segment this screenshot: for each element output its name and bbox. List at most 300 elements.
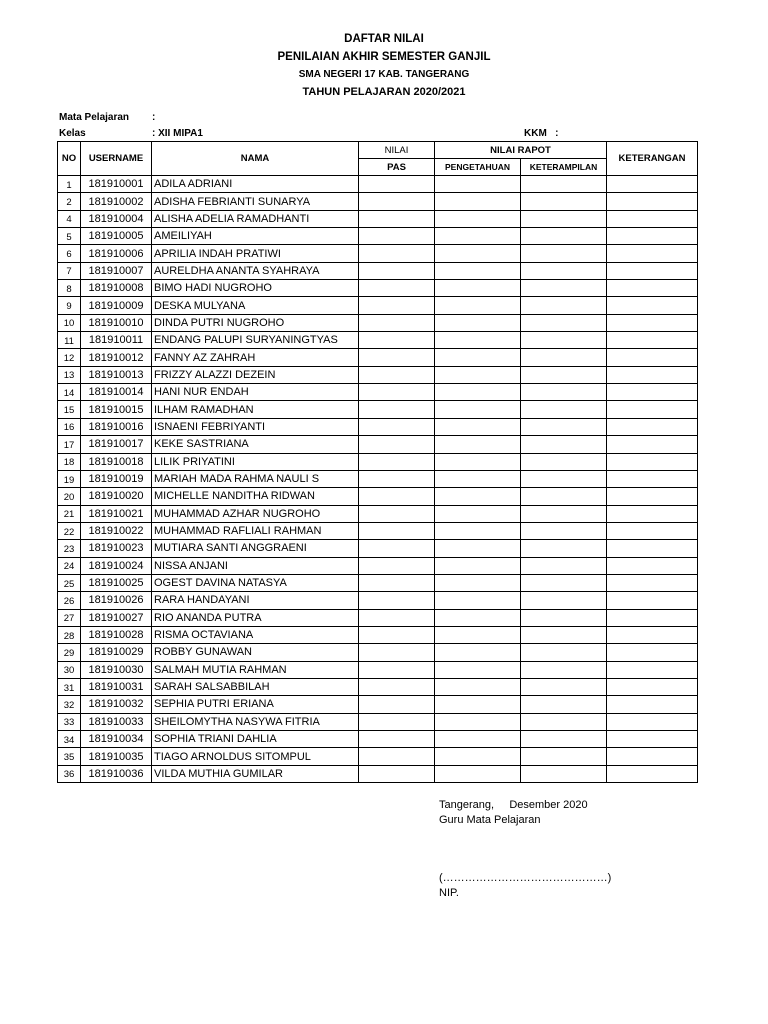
table-row [58,609,698,626]
cell-keterangan [607,557,698,574]
cell-keterampilan [521,228,607,245]
cell-keterampilan [521,574,607,591]
table-row [58,193,698,210]
cell-keterangan [607,436,698,453]
cell-keterangan [607,748,698,765]
cell-nilai-pas [359,384,435,401]
cell-no: 21 [58,505,81,522]
table-row [58,713,698,730]
cell-nilai-pas [359,696,435,713]
cell-nilai-pas [359,349,435,366]
cell-keterangan [607,228,698,245]
cell-nama: DINDA PUTRI NUGROHO [152,314,359,331]
cell-pengetahuan [435,262,521,279]
cell-keterangan [607,731,698,748]
cell-nilai-pas [359,245,435,262]
cell-pengetahuan [435,713,521,730]
col-header-pas: PAS [359,159,435,176]
cell-keterampilan [521,609,607,626]
academic-year: TAHUN PELAJARAN 2020/2021 [302,86,466,98]
cell-no: 33 [58,713,81,730]
cell-pengetahuan [435,592,521,609]
table-row [58,488,698,505]
cell-keterangan [607,280,698,297]
cell-nama: OGEST DAVINA NATASYA [152,574,359,591]
cell-nama: ILHAM RAMADHAN [152,401,359,418]
cell-nilai-pas [359,401,435,418]
cell-pengetahuan [435,193,521,210]
cell-keterampilan [521,557,607,574]
cell-nilai-pas [359,731,435,748]
table-row [58,453,698,470]
cell-nama: ENDANG PALUPI SURYANINGTYAS [152,332,359,349]
cell-nilai-pas [359,280,435,297]
cell-keterampilan [521,731,607,748]
cell-pengetahuan [435,314,521,331]
cell-keterangan [607,176,698,193]
cell-keterampilan [521,765,607,782]
cell-pengetahuan [435,332,521,349]
table-row [58,384,698,401]
cell-no: 2 [58,193,81,210]
cell-pengetahuan [435,245,521,262]
cell-username: 181910023 [81,540,152,557]
cell-keterampilan [521,401,607,418]
cell-username: 181910020 [81,488,152,505]
cell-no: 28 [58,626,81,643]
cell-username: 181910031 [81,678,152,695]
cell-no: 13 [58,366,81,383]
cell-keterampilan [521,297,607,314]
cell-keterangan [607,366,698,383]
cell-keterangan [607,488,698,505]
cell-no: 17 [58,436,81,453]
cell-pengetahuan [435,384,521,401]
cell-nama: ISNAENI FEBRIYANTI [152,418,359,435]
cell-username: 181910012 [81,349,152,366]
table-row [58,592,698,609]
cell-nilai-pas [359,765,435,782]
cell-username: 181910029 [81,644,152,661]
mapel-value: : [152,112,156,123]
cell-keterangan [607,384,698,401]
cell-nilai-pas [359,557,435,574]
signature-name-blank: (………………………………………) [439,872,612,884]
table-row [58,540,698,557]
table-row [58,522,698,539]
table-row [58,401,698,418]
cell-nama: ROBBY GUNAWAN [152,644,359,661]
cell-username: 181910008 [81,280,152,297]
cell-nama: SEPHIA PUTRI ERIANA [152,696,359,713]
cell-keterampilan [521,176,607,193]
cell-keterampilan [521,505,607,522]
cell-nilai-pas [359,436,435,453]
cell-keterangan [607,210,698,227]
cell-pengetahuan [435,574,521,591]
cell-nilai-pas [359,470,435,487]
table-row [58,418,698,435]
col-header-nilai: NILAI [359,142,435,159]
cell-username: 181910015 [81,401,152,418]
cell-pengetahuan [435,349,521,366]
cell-keterampilan [521,540,607,557]
cell-nilai-pas [359,661,435,678]
cell-username: 181910019 [81,470,152,487]
cell-nama: MARIAH MADA RAHMA NAULI S [152,470,359,487]
cell-username: 181910024 [81,557,152,574]
cell-nilai-pas [359,713,435,730]
cell-username: 181910016 [81,418,152,435]
cell-pengetahuan [435,557,521,574]
cell-keterangan [607,262,698,279]
cell-username: 181910014 [81,384,152,401]
table-row [58,644,698,661]
school-name: SMA NEGERI 17 KAB. TANGERANG [298,69,470,80]
table-row [58,366,698,383]
cell-pengetahuan [435,228,521,245]
table-row [58,262,698,279]
col-header-keterampilan: KETERAMPILAN [521,159,607,176]
cell-no: 5 [58,228,81,245]
cell-keterampilan [521,661,607,678]
kkm-label: KKM : [524,128,559,139]
cell-keterampilan [521,488,607,505]
cell-pengetahuan [435,470,521,487]
cell-nama: DESKA MULYANA [152,297,359,314]
table-row [58,574,698,591]
cell-nilai-pas [359,505,435,522]
cell-keterangan [607,505,698,522]
cell-keterangan [607,193,698,210]
cell-keterangan [607,540,698,557]
cell-no: 34 [58,731,81,748]
doc-title: DAFTAR NILAI [344,33,424,45]
cell-keterampilan [521,626,607,643]
cell-pengetahuan [435,748,521,765]
cell-pengetahuan [435,696,521,713]
cell-nama: AURELDHA ANANTA SYAHRAYA [152,262,359,279]
cell-username: 181910036 [81,765,152,782]
table-row [58,661,698,678]
cell-pengetahuan [435,280,521,297]
cell-pengetahuan [435,366,521,383]
cell-nama: HANI NUR ENDAH [152,384,359,401]
cell-nilai-pas [359,540,435,557]
table-row [58,678,698,695]
grades-table [57,141,698,783]
cell-no: 29 [58,644,81,661]
cell-nilai-pas [359,210,435,227]
cell-username: 181910001 [81,176,152,193]
col-header-nama: NAMA [152,142,359,176]
cell-no: 35 [58,748,81,765]
table-row [58,228,698,245]
cell-keterangan [607,314,698,331]
cell-no: 12 [58,349,81,366]
cell-pengetahuan [435,765,521,782]
cell-keterampilan [521,522,607,539]
cell-nilai-pas [359,626,435,643]
cell-nilai-pas [359,609,435,626]
cell-keterampilan [521,470,607,487]
cell-keterampilan [521,332,607,349]
cell-pengetahuan [435,418,521,435]
cell-keterangan [607,349,698,366]
cell-pengetahuan [435,678,521,695]
cell-username: 181910021 [81,505,152,522]
cell-nilai-pas [359,332,435,349]
cell-pengetahuan [435,661,521,678]
cell-keterangan [607,661,698,678]
cell-nama: FANNY AZ ZAHRAH [152,349,359,366]
cell-nama: SHEILOMYTHA NASYWA FITRIA [152,713,359,730]
cell-nilai-pas [359,366,435,383]
cell-nama: MUHAMMAD RAFLIALI RAHMAN [152,522,359,539]
table-row [58,210,698,227]
cell-keterampilan [521,366,607,383]
cell-pengetahuan [435,505,521,522]
cell-pengetahuan [435,609,521,626]
signature-nip: NIP. [439,887,459,899]
cell-nama: RARA HANDAYANI [152,592,359,609]
cell-nama: MUTIARA SANTI ANGGRAENI [152,540,359,557]
cell-keterampilan [521,592,607,609]
col-header-pengetahuan: PENGETAHUAN [435,159,521,176]
col-header-username: USERNAME [81,142,152,176]
col-header-keterangan: KETERANGAN [607,142,698,176]
cell-no: 19 [58,470,81,487]
cell-username: 181910013 [81,366,152,383]
cell-no: 16 [58,418,81,435]
cell-nama: NISSA ANJANI [152,557,359,574]
cell-no: 20 [58,488,81,505]
cell-nilai-pas [359,592,435,609]
doc-subtitle: PENILAIAN AKHIR SEMESTER GANJIL [277,51,491,63]
cell-username: 181910017 [81,436,152,453]
table-row [58,557,698,574]
cell-nilai-pas [359,453,435,470]
cell-keterampilan [521,349,607,366]
cell-pengetahuan [435,488,521,505]
signature-place-date: Tangerang, Desember 2020 [439,799,588,811]
cell-nama: MICHELLE NANDITHA RIDWAN [152,488,359,505]
cell-nama: ADISHA FEBRIANTI SUNARYA [152,193,359,210]
cell-nilai-pas [359,748,435,765]
cell-username: 181910004 [81,210,152,227]
cell-username: 181910035 [81,748,152,765]
cell-no: 10 [58,314,81,331]
cell-keterampilan [521,210,607,227]
cell-pengetahuan [435,401,521,418]
cell-keterangan [607,332,698,349]
table-row [58,245,698,262]
cell-no: 23 [58,540,81,557]
cell-keterampilan [521,436,607,453]
cell-no: 15 [58,401,81,418]
cell-keterangan [607,626,698,643]
cell-username: 181910005 [81,228,152,245]
table-row [58,332,698,349]
cell-no: 9 [58,297,81,314]
cell-nama: LILIK PRIYATINI [152,453,359,470]
cell-nilai-pas [359,314,435,331]
cell-no: 25 [58,574,81,591]
table-row [58,314,698,331]
cell-keterampilan [521,644,607,661]
cell-keterampilan [521,193,607,210]
cell-no: 1 [58,176,81,193]
cell-nama: AMEILIYAH [152,228,359,245]
cell-username: 181910007 [81,262,152,279]
cell-no: 6 [58,245,81,262]
cell-keterangan [607,609,698,626]
table-row [58,297,698,314]
cell-keterangan [607,713,698,730]
table-row [58,176,698,193]
cell-nama: RIO ANANDA PUTRA [152,609,359,626]
cell-no: 4 [58,210,81,227]
cell-nama: RISMA OCTAVIANA [152,626,359,643]
cell-nama: ALISHA ADELIA RAMADHANTI [152,210,359,227]
cell-keterangan [607,765,698,782]
table-row [58,349,698,366]
kelas-value: : XII MIPA1 [152,128,203,139]
cell-username: 181910010 [81,314,152,331]
cell-nilai-pas [359,488,435,505]
cell-keterampilan [521,245,607,262]
cell-username: 181910006 [81,245,152,262]
cell-nilai-pas [359,574,435,591]
table-row [58,696,698,713]
cell-keterangan [607,678,698,695]
cell-pengetahuan [435,210,521,227]
table-body [58,176,698,783]
cell-pengetahuan [435,731,521,748]
cell-nilai-pas [359,193,435,210]
cell-nama: FRIZZY ALAZZI DEZEIN [152,366,359,383]
cell-nilai-pas [359,678,435,695]
cell-keterampilan [521,418,607,435]
col-header-nilai-rapot: NILAI RAPOT [435,142,607,159]
cell-no: 24 [58,557,81,574]
cell-no: 8 [58,280,81,297]
cell-keterangan [607,418,698,435]
cell-nama: SOPHIA TRIANI DAHLIA [152,731,359,748]
cell-keterampilan [521,696,607,713]
cell-username: 181910034 [81,731,152,748]
cell-keterampilan [521,314,607,331]
table-row [58,765,698,782]
cell-keterangan [607,522,698,539]
cell-keterangan [607,574,698,591]
cell-no: 27 [58,609,81,626]
cell-username: 181910030 [81,661,152,678]
cell-keterangan [607,696,698,713]
cell-pengetahuan [435,436,521,453]
kelas-label: Kelas [59,128,86,139]
cell-no: 18 [58,453,81,470]
table-row [58,505,698,522]
cell-keterampilan [521,748,607,765]
cell-username: 181910032 [81,696,152,713]
cell-nilai-pas [359,297,435,314]
cell-pengetahuan [435,626,521,643]
cell-keterangan [607,592,698,609]
cell-no: 31 [58,678,81,695]
cell-no: 14 [58,384,81,401]
cell-keterampilan [521,262,607,279]
cell-username: 181910002 [81,193,152,210]
mapel-label: Mata Pelajaran [59,112,130,123]
cell-no: 30 [58,661,81,678]
cell-keterangan [607,401,698,418]
cell-no: 26 [58,592,81,609]
cell-username: 181910018 [81,453,152,470]
table-row [58,626,698,643]
cell-pengetahuan [435,297,521,314]
cell-nilai-pas [359,418,435,435]
cell-nama: SALMAH MUTIA RAHMAN [152,661,359,678]
cell-username: 181910009 [81,297,152,314]
cell-no: 7 [58,262,81,279]
cell-nilai-pas [359,522,435,539]
cell-username: 181910028 [81,626,152,643]
cell-nilai-pas [359,644,435,661]
cell-pengetahuan [435,540,521,557]
cell-pengetahuan [435,644,521,661]
cell-nama: KEKE SASTRIANA [152,436,359,453]
cell-username: 181910027 [81,609,152,626]
cell-keterampilan [521,453,607,470]
cell-no: 36 [58,765,81,782]
cell-no: 32 [58,696,81,713]
col-header-no: NO [58,142,81,176]
cell-nama: APRILIA INDAH PRATIWI [152,245,359,262]
cell-keterangan [607,453,698,470]
cell-keterampilan [521,678,607,695]
cell-pengetahuan [435,522,521,539]
cell-nilai-pas [359,176,435,193]
cell-nama: MUHAMMAD AZHAR NUGROHO [152,505,359,522]
cell-no: 11 [58,332,81,349]
cell-nama: VILDA MUTHIA GUMILAR [152,765,359,782]
table-row [58,280,698,297]
table-row [58,470,698,487]
cell-pengetahuan [435,176,521,193]
cell-keterangan [607,245,698,262]
cell-username: 181910025 [81,574,152,591]
cell-keterampilan [521,384,607,401]
cell-no: 22 [58,522,81,539]
cell-username: 181910022 [81,522,152,539]
signature-role: Guru Mata Pelajaran [439,814,541,826]
cell-keterangan [607,297,698,314]
cell-nama: SARAH SALSABBILAH [152,678,359,695]
cell-nilai-pas [359,228,435,245]
cell-username: 181910011 [81,332,152,349]
cell-keterangan [607,470,698,487]
cell-nama: ADILA ADRIANI [152,176,359,193]
cell-username: 181910033 [81,713,152,730]
cell-nilai-pas [359,262,435,279]
cell-nama: BIMO HADI NUGROHO [152,280,359,297]
table-row [58,731,698,748]
cell-keterampilan [521,713,607,730]
cell-nama: TIAGO ARNOLDUS SITOMPUL [152,748,359,765]
cell-keterampilan [521,280,607,297]
cell-keterangan [607,644,698,661]
